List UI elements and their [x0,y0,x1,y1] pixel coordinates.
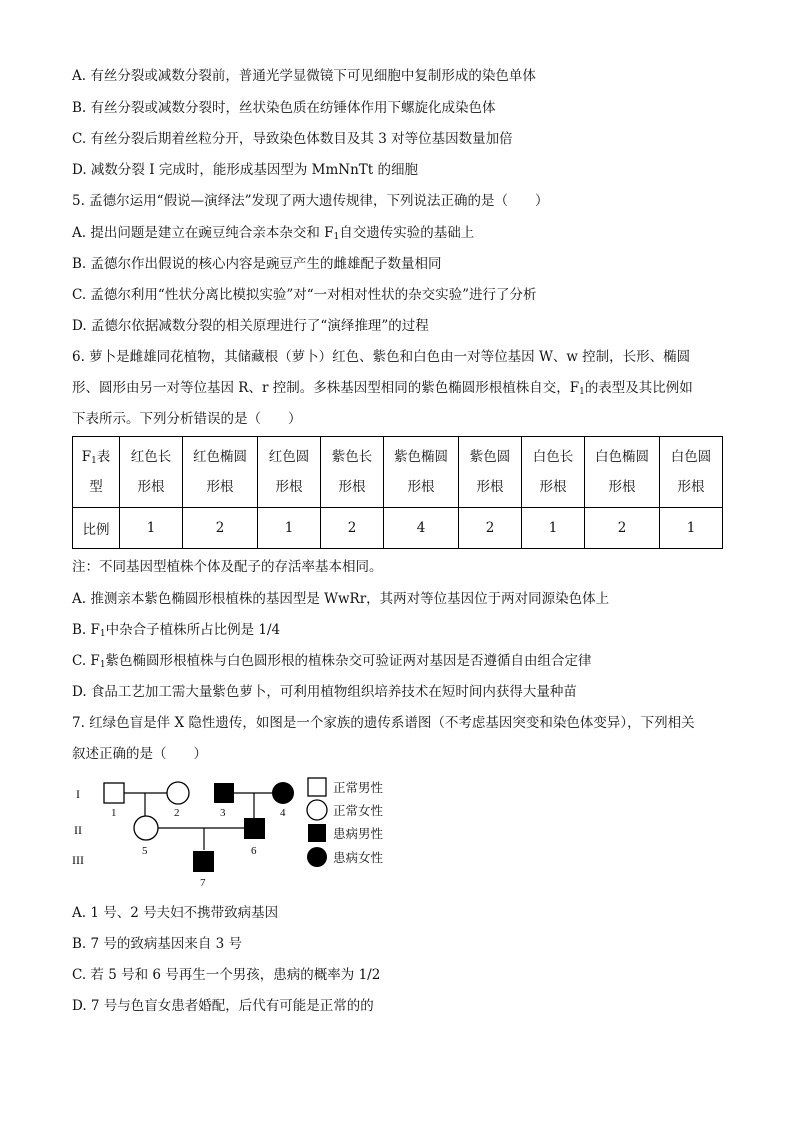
individual-id-4: 4 [280,807,286,819]
pedigree-chart [72,776,402,894]
individual-5-normal-female [134,816,158,840]
individual-id-2: 2 [174,807,180,819]
individual-id-5: 5 [142,845,148,857]
table-row-label: 比例 [73,508,120,549]
table-ratio-row [73,508,723,549]
legend-affected-male-label: 患病男性 [333,826,384,841]
table-cell: 1 [120,508,183,549]
generation-label-1: I [76,787,80,801]
table-header-label: $F_1$表 型 [73,437,120,508]
legend-normal-female-label: 正常女性 [333,803,384,818]
table-header-cell: 红色长 形根 [120,437,183,508]
table-cell: 2 [321,508,384,549]
individual-2-normal-female [167,782,189,804]
table-header-cell: 紫色圆 形根 [459,437,522,508]
table-header-cell: 白色圆 形根 [660,437,723,508]
q6-option-a: A. 推测亲本紫色椭圆形根植株的基因型是 WwRr，其两对等位基因位于两对同源染色体上 [72,591,610,607]
q7-option-b: B. 7 号的致病基因来自 3 号 [72,936,243,952]
q7-stem-line1: 7. 红绿色盲是伴 X 隐性遗传，如图是一个家族的遗传系谱图（不考虑基因突变和染色体变异），下列相关 [72,715,695,731]
legend-affected-female-label: 患病女性 [333,850,384,865]
q4-option-b: B. 有丝分裂或减数分裂时，丝状染色质在纺锤体作用下螺旋化成染色体 [72,100,496,116]
legend-affected-female-icon [307,847,327,867]
individual-4-affected-female [272,782,294,804]
table-header-cell: 白色长 形根 [522,437,585,508]
table-header-cell: 白色椭圆 形根 [585,437,660,508]
q7-option-c: C. 若 5 号和 6 号再生一个男孩，患病的概率为 1/2 [72,967,381,983]
q4-option-a: A. 有丝分裂或减数分裂前，普通光学显微镜下可见细胞中复制形成的染色单体 [72,68,536,84]
q5-option-b: B. 孟德尔作出假说的核心内容是豌豆产生的雌雄配子数量相同 [72,256,442,272]
table-cell: 1 [258,508,321,549]
q5-option-a: A. 提出问题是建立在豌豆纯合亲本杂交和 $F_1$自交遗传实验的基础上 [72,225,475,242]
q7-stem-line2: 叙述正确的是（ ） [72,746,207,762]
individual-id-6: 6 [251,845,257,857]
table-cell: 2 [183,508,258,549]
table-header-cell: 紫色椭圆 形根 [384,437,459,508]
q6-option-b: B. $F_1$中杂合子植株所占比例是 1/4 [72,622,281,639]
q6-option-c: C. $F_1$紫色椭圆形根植株与白色圆形根的植株杂交可验证两对基因是否遵循自由组合定律 [72,653,592,670]
q5-option-c: C. 孟德尔利用“性状分离比模拟实验”对“一对相对性状的杂交实验”进行了分析 [72,287,537,303]
individual-3-affected-male [214,783,234,803]
table-cell: 4 [384,508,459,549]
generation-label-2: II [74,823,82,837]
legend-normal-female-icon [307,800,327,820]
legend-normal-male-label: 正常男性 [333,780,384,795]
legend-normal-male-icon [308,778,326,796]
table-cell: 2 [585,508,660,549]
table-cell: 1 [660,508,723,549]
individual-id-1: 1 [111,807,117,819]
table-header-row [73,437,723,508]
q6-stem-line2: 形、圆形由另一对等位基因 R、r 控制。多株基因型相同的紫色椭圆形根植株自交，$F_1$的表型及其比例如 [72,380,693,397]
q4-option-d: D. 减数分裂 I 完成时，能形成基因型为 MmNnTt 的细胞 [72,162,418,178]
table-header-cell: 紫色长 形根 [321,437,384,508]
individual-7-affected-male [193,851,214,872]
table-cell: 1 [522,508,585,549]
generation-label-3: III [72,853,84,867]
individual-id-3: 3 [220,807,226,819]
q6-stem-line3: 下表所示。下列分析错误的是（ ） [72,411,302,427]
q4-option-c: C. 有丝分裂后期着丝粒分开，导致染色体数目及其 3 对等位基因数量加倍 [72,131,513,147]
phenotype-ratio-table [72,436,723,549]
table-header-cell: 红色椭圆 形根 [183,437,258,508]
q7-option-d: D. 7 号与色盲女患者婚配，后代有可能是正常的的 [72,998,374,1014]
q5-stem: 5. 孟德尔运用“假说—演绎法”发现了两大遗传规律，下列说法正确的是（ ） [72,193,549,209]
q5-option-d: D. 孟德尔依据减数分裂的相关原理进行了“演绎推理”的过程 [72,318,429,334]
q7-option-a: A. 1 号、2 号夫妇不携带致病基因 [72,905,279,921]
table-header-cell: 红色圆 形根 [258,437,321,508]
q6-stem-line1: 6. 萝卜是雌雄同花植物，其储藏根（萝卜）红色、紫色和白色由一对等位基因 W、w 控制，长形、椭圆 [72,349,691,365]
q6-note: 注：不同基因型植株个体及配子的存活率基本相同。 [72,559,383,575]
individual-6-affected-male [244,818,265,839]
q6-option-d: D. 食品工艺加工需大量紫色萝卜，可利用植物组织培养技术在短时间内获得大量种苗 [72,684,577,700]
individual-id-7: 7 [200,877,206,889]
table-cell: 2 [459,508,522,549]
legend-affected-male-icon [308,824,326,842]
individual-1-normal-male [104,783,124,803]
